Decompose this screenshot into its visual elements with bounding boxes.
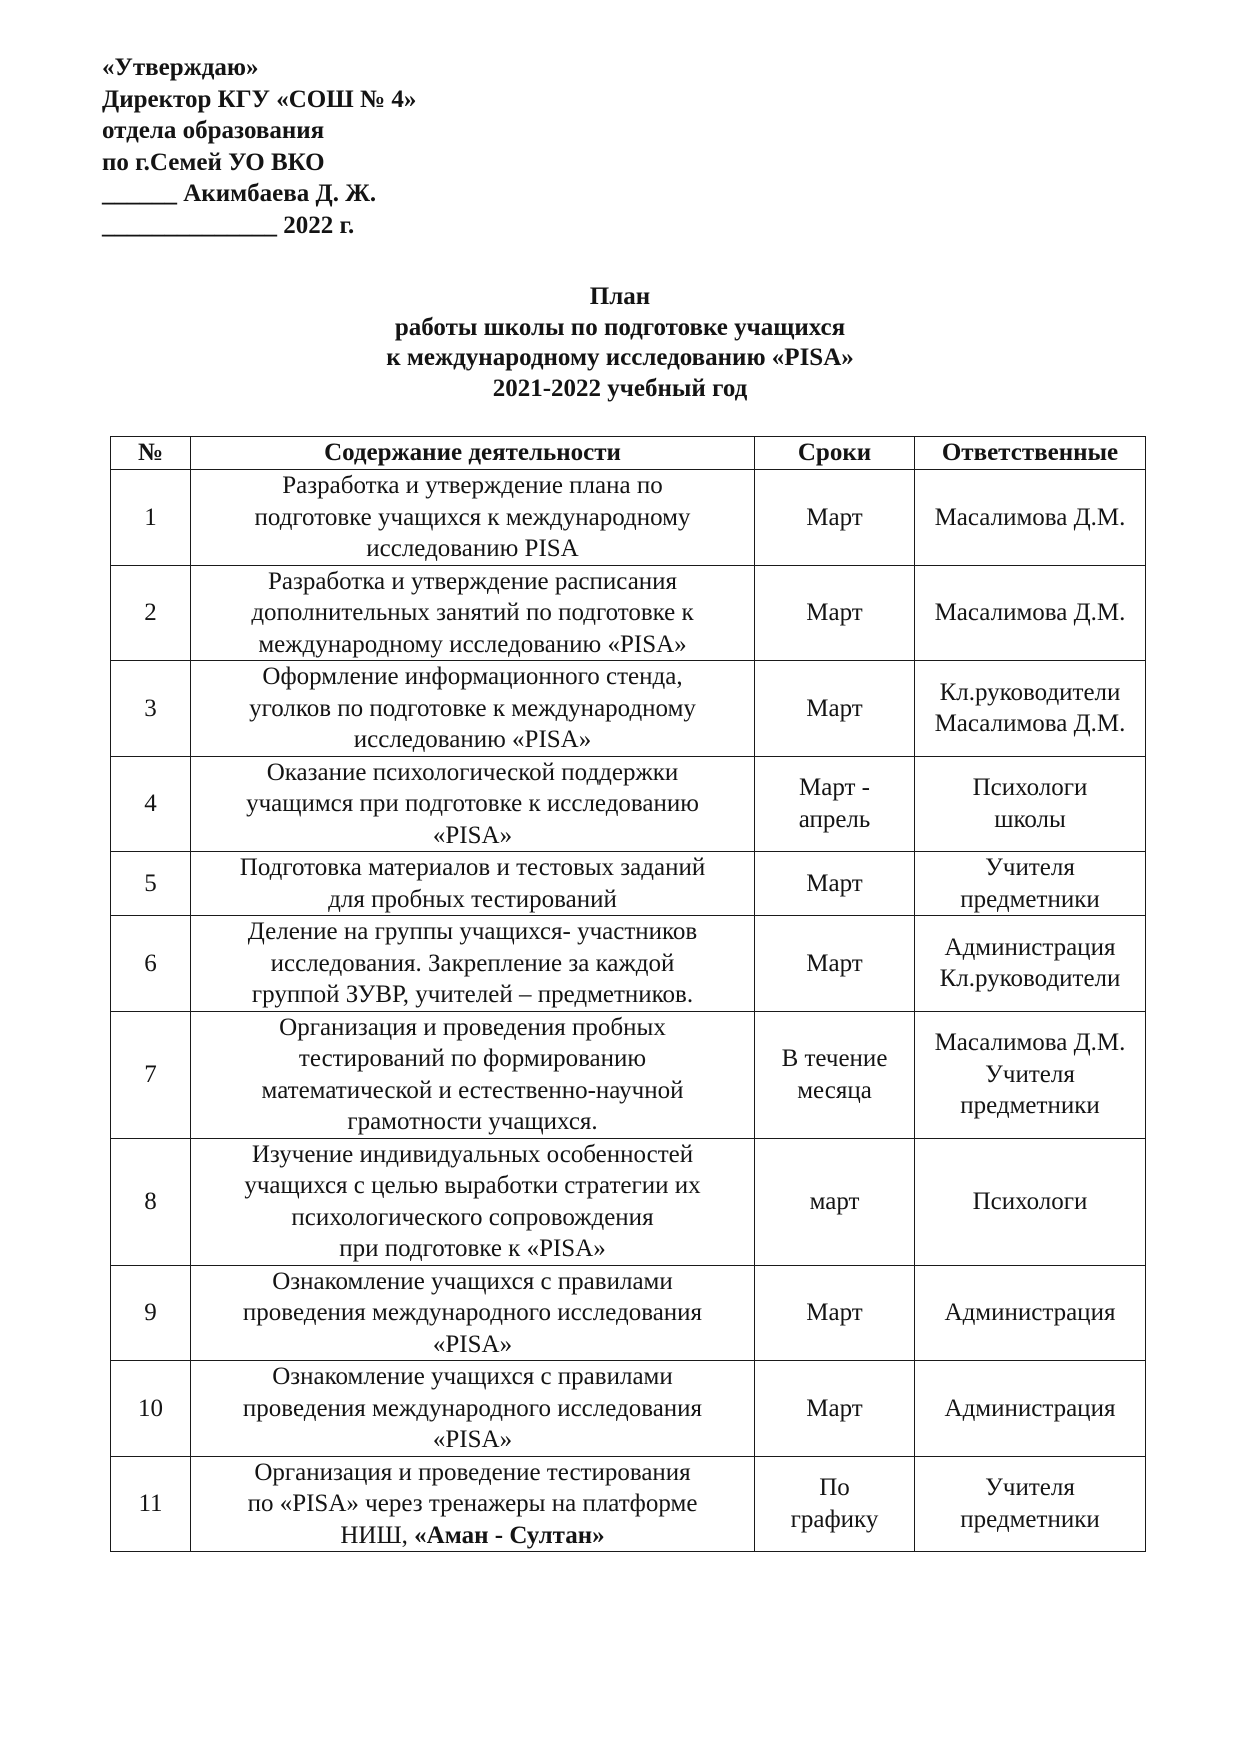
content-line: [195, 1520, 750, 1552]
table-row: [111, 470, 1146, 566]
content-line: Оформление информационного стенда,: [262, 663, 683, 690]
term-line: графику: [790, 1505, 879, 1533]
content-line: психологического сопровождения: [291, 1203, 654, 1231]
content-line: учащимся при подготовке к исследованию: [246, 790, 699, 817]
table-row: [111, 565, 1146, 661]
row-responsible: [915, 565, 1146, 661]
plan-table: [110, 436, 1146, 1552]
content-line: Разработка и утверждение расписания: [267, 567, 678, 595]
row-content: [191, 661, 755, 757]
row-responsible: [915, 1138, 1146, 1265]
content-line: исследованию «PISA»: [353, 726, 592, 753]
row-responsible: [915, 1265, 1146, 1361]
row-number: 8: [111, 1138, 191, 1265]
responsible-line: Администрация: [944, 1394, 1116, 1422]
row-content: [191, 916, 755, 1012]
content-line: для пробных тестирований: [328, 885, 617, 913]
responsible-line: Масалимова Д.М.: [934, 1029, 1126, 1057]
row-content: [191, 756, 755, 852]
row-term: [755, 470, 915, 566]
content-line: по «PISA» через тренажеры на платформе: [247, 1490, 698, 1517]
term-line: месяца: [797, 1076, 872, 1104]
responsible-line: Учителя: [985, 854, 1075, 881]
term-line: Март: [806, 503, 863, 531]
responsible-line: Кл.руководители: [939, 965, 1121, 993]
responsible-line: Масалимова Д.М.: [934, 503, 1126, 531]
content-line: учащихся с целью выработки стратегии их: [244, 1172, 701, 1199]
content-line: при подготовке к «PISA»: [339, 1235, 606, 1262]
responsible-line: школы: [994, 805, 1066, 833]
term-line: Март: [806, 949, 863, 977]
responsible-line: Администрация: [944, 933, 1116, 961]
row-number: 11: [111, 1456, 191, 1552]
row-responsible: [915, 1011, 1146, 1138]
content-line: грамотности учащихся.: [347, 1108, 598, 1135]
content-line: группой ЗУВР, учителей – предметников.: [251, 981, 694, 1008]
term-line: Март: [806, 694, 863, 722]
responsible-line: Учителя: [985, 1060, 1075, 1088]
title-line: План: [589, 283, 651, 310]
row-term: [755, 1265, 915, 1361]
term-line: март: [809, 1187, 860, 1215]
row-content: [191, 1265, 755, 1361]
table-row: [111, 1011, 1146, 1138]
term-line: В течение: [781, 1045, 888, 1072]
responsible-line: предметники: [960, 1505, 1100, 1533]
term-line: Март -: [799, 774, 870, 802]
row-number: 4: [111, 756, 191, 852]
approval-block: [102, 52, 416, 241]
row-number: 5: [111, 852, 191, 916]
term-line: Март: [806, 869, 863, 897]
content-line: дополнительных занятий по подготовке к: [251, 599, 694, 626]
content-line: Разработка и утверждение плана по: [282, 472, 663, 499]
term-line: Март: [806, 1394, 863, 1422]
content-line: Ознакомление учащихся с правилами: [272, 1363, 673, 1390]
row-content: [191, 1361, 755, 1457]
row-term: [755, 1011, 915, 1138]
table-row: [111, 1265, 1146, 1361]
content-line: подготовке учащихся к международному: [254, 503, 691, 531]
approval-line: отдела образования: [102, 117, 325, 144]
header-responsible: Ответственные: [915, 437, 1146, 470]
table-row: [111, 916, 1146, 1012]
approval-line: Директор КГУ «СОШ № 4»: [102, 85, 417, 113]
row-term: [755, 1138, 915, 1265]
row-number: 6: [111, 916, 191, 1012]
responsible-line: предметники: [960, 885, 1100, 913]
row-responsible: [915, 1361, 1146, 1457]
content-line: Ознакомление учащихся с правилами: [272, 1267, 673, 1295]
row-number: 2: [111, 565, 191, 661]
document-title: [300, 282, 940, 404]
content-line: тестирований по формированию: [298, 1045, 647, 1072]
row-responsible: [915, 916, 1146, 1012]
term-line: апрель: [798, 805, 871, 833]
title-line: к международному исследованию «PISA»: [386, 344, 854, 371]
responsible-line: Масалимова Д.М.: [934, 710, 1126, 738]
row-number: 9: [111, 1265, 191, 1361]
row-responsible: [915, 1456, 1146, 1552]
row-term: [755, 565, 915, 661]
content-line: «PISA»: [432, 1426, 513, 1453]
content-line: Организация и проведения пробных: [279, 1013, 666, 1041]
title-line: 2021-2022 учебный год: [492, 374, 748, 402]
responsible-line: Психологи: [972, 1187, 1088, 1215]
approval-line: по г.Семей УО ВКО: [102, 148, 325, 176]
row-responsible: [915, 852, 1146, 916]
row-number: 3: [111, 661, 191, 757]
content-line: «PISA»: [432, 821, 513, 849]
responsible-line: Кл.руководители: [939, 678, 1121, 706]
header-content: Содержание деятельности: [191, 437, 755, 470]
content-line: математической и естественно-научной: [261, 1076, 684, 1104]
content-line: международному исследованию «PISA»: [258, 630, 687, 658]
responsible-line: Администрация: [944, 1299, 1116, 1326]
term-line: По: [819, 1474, 850, 1502]
content-bold-part: «Аман - Султан»: [414, 1521, 605, 1549]
content-line: проведения международного исследования: [242, 1394, 703, 1422]
responsible-line: Масалимова Д.М.: [934, 599, 1126, 626]
content-plain-part: НИШ,: [340, 1521, 415, 1549]
row-content: [191, 1138, 755, 1265]
table-row: [111, 1138, 1146, 1265]
content-line: исследования. Закрепление за каждой: [270, 949, 675, 977]
content-line: «PISA»: [432, 1330, 513, 1358]
row-term: [755, 661, 915, 757]
row-responsible: [915, 470, 1146, 566]
table-row: [111, 756, 1146, 852]
table-header-row: [111, 437, 1146, 470]
content-line: Деление на группы учащихся- участников: [247, 918, 698, 945]
row-number: 7: [111, 1011, 191, 1138]
content-line: Подготовка материалов и тестовых заданий: [239, 854, 706, 881]
table-row: [111, 1361, 1146, 1457]
term-line: Март: [806, 599, 863, 626]
table-row: [111, 1456, 1146, 1552]
row-content: [191, 565, 755, 661]
header-term: Сроки: [755, 437, 915, 470]
row-content: [191, 1456, 755, 1552]
row-term: [755, 852, 915, 916]
row-responsible: [915, 756, 1146, 852]
content-line: Организация и проведение тестирования: [254, 1458, 691, 1486]
approval-line: «Утверждаю»: [102, 54, 259, 81]
row-content: [191, 1011, 755, 1138]
table-row: [111, 661, 1146, 757]
responsible-line: предметники: [960, 1092, 1100, 1120]
row-term: [755, 1456, 915, 1552]
term-line: Март: [806, 1299, 863, 1326]
row-content: [191, 852, 755, 916]
row-number: 10: [111, 1361, 191, 1457]
row-term: [755, 1361, 915, 1457]
approval-line: ______ Акимбаева Д. Ж.: [102, 180, 377, 207]
responsible-line: Психологи: [972, 774, 1088, 802]
content-line: исследованию PISA: [366, 535, 579, 562]
row-term: [755, 756, 915, 852]
responsible-line: Учителя: [985, 1474, 1075, 1502]
table-body: [111, 470, 1146, 1552]
content-line: уголков по подготовке к международному: [249, 694, 696, 722]
row-content: [191, 470, 755, 566]
row-number: 1: [111, 470, 191, 566]
header-num: №: [111, 437, 191, 470]
table-row: [111, 852, 1146, 916]
content-line: Изучение индивидуальных особенностей: [251, 1140, 694, 1168]
row-term: [755, 916, 915, 1012]
title-line: работы школы по подготовке учащихся: [394, 313, 846, 341]
approval-line: ______________ 2022 г.: [102, 211, 355, 239]
content-line: проведения международного исследования: [242, 1299, 703, 1326]
content-line: Оказание психологической поддержки: [266, 758, 679, 786]
row-responsible: [915, 661, 1146, 757]
